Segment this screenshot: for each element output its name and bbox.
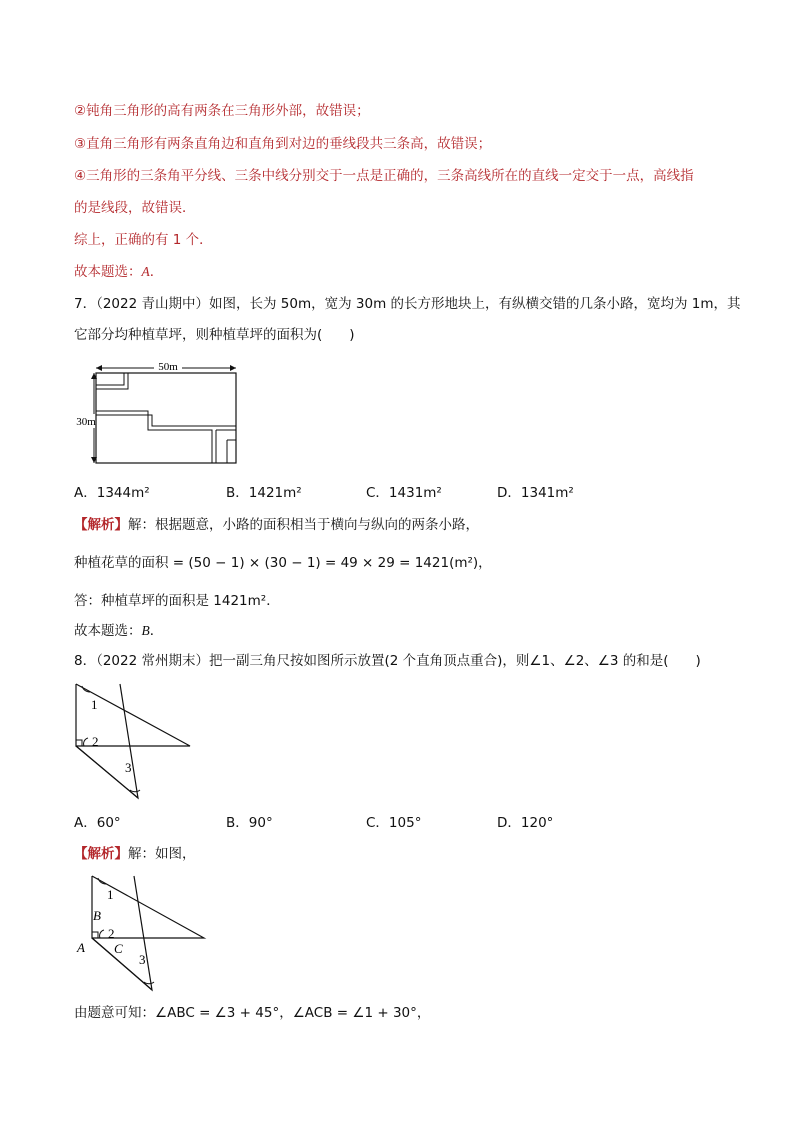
angle-label-2: 2 [92,734,99,749]
point-label-b: B [93,908,101,923]
analysis-angle-label-2: 2 [108,926,115,941]
q7-option-b: B．1421m² [226,485,302,501]
q7-stem-line2: 它部分均种植草坪，则种植草坪的面积为( ) [74,327,355,343]
q8-analysis-line2: 由题意可知：∠ABC = ∠3 + 45°，∠ACB = ∠1 + 30°， [74,1005,431,1021]
road-1 [96,373,124,385]
q7-option-a: A．1344m² [74,485,150,501]
q7-stem-line1: 7．（2022 青山期中）如图，长为 50m，宽为 30m 的长方形地块上，有纵横交错的几条小路，宽均为 1m，其 [74,296,741,312]
angle-arc-bottom [130,790,140,792]
point-label-c: C [114,941,123,956]
q8-option-c: C．105° [366,815,422,831]
q8-analysis-text1: 解：如图， [128,846,196,862]
q7-analysis-text1: 解：根据题意，小路的面积相当于横向与纵向的两条小路， [128,517,479,533]
q7-analysis-line3: 答：种植草坪的面积是 1421m²． [74,593,280,609]
solution-line-4a: ④三角形的三条角平分线、三条中线分别交于一点是正确的，三条高线所在的直线一定交于一点，高线指 [74,168,694,184]
width-label: 50m [158,361,178,373]
angle-label-3: 3 [125,760,132,775]
q7-analysis-line1 [74,515,479,535]
answer-suffix: ． [149,264,164,280]
q7-answer-letter: B [141,623,150,638]
q7-analysis-tag: 【解析】 [74,517,128,533]
q7-option-c: C．1431m² [366,485,442,501]
answer-line-6 [74,262,163,282]
angle-arc-a [84,738,88,746]
q7-option-d: D．1341m² [497,485,574,501]
q7-answer-prefix: 故本题选： [74,623,142,639]
point-label-a: A [77,940,85,955]
answer-prefix: 故本题选： [74,264,142,280]
solution-line-3: ③直角三角形有两条直角边和直角到对边的垂线段共三条高，故错误； [74,136,492,152]
right-angle-mark [76,740,82,746]
solution-line-2: ②钝角三角形的高有两条在三角形外部，故错误； [74,103,370,119]
analysis-angle-label-3: 3 [139,952,146,967]
road-3 [96,411,212,463]
road-4 [96,415,236,426]
answer-letter: A [141,264,150,279]
q8-option-d: D．120° [497,815,554,831]
q7-answer-suffix: ． [149,623,164,639]
solution-line-4b: 的是线段，故错误． [74,200,196,216]
q8-analysis-tag: 【解析】 [74,846,128,862]
analysis-angle-label-1: 1 [107,887,114,902]
q8-analysis-figure [74,870,214,998]
summary-line: 综上，正确的有 1 个． [74,232,213,248]
q7-answer-line [74,621,163,641]
q8-option-b: B．90° [226,815,273,831]
q7-analysis-line2: 种植花草的面积 = (50 − 1) × (30 − 1) = 49 × 29 = 1421(m²)， [74,555,492,571]
q8-option-a: A．60° [74,815,121,831]
analysis-right-angle-mark [92,932,98,938]
width-arrow-right [230,365,236,371]
height-label: 30m [76,416,96,428]
q7-figure [72,355,252,470]
q8-analysis-line1 [74,844,196,864]
road-2 [96,373,128,389]
q8-figure [70,680,195,805]
q8-stem-line1: 8．（2022 常州期末）把一副三角尺按如图所示放置(2 个直角顶点重合)，则∠1、∠2、∠3 的和是( ) [74,653,701,669]
angle-label-1: 1 [91,697,98,712]
analysis-angle-arc-bottom [144,982,154,984]
field-rect [96,373,236,463]
width-arrow-left [96,365,102,371]
analysis-angle-arc-a [100,930,104,938]
